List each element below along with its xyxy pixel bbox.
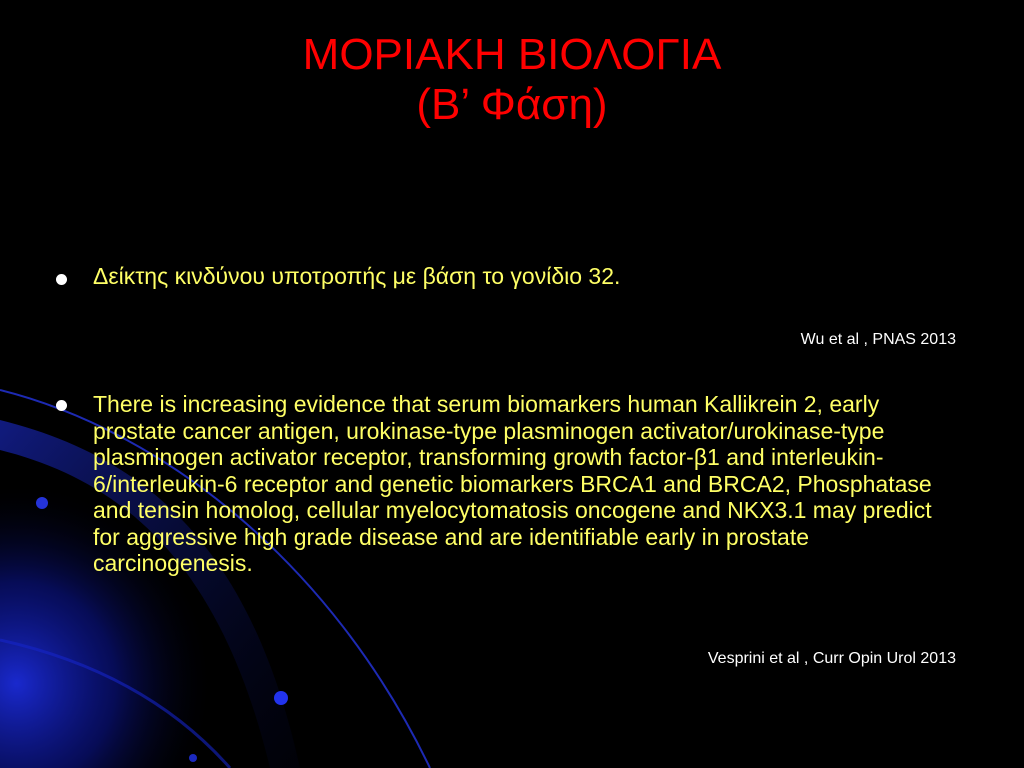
- bullet-item: [56, 263, 620, 290]
- citation: Vesprini et al , Curr Opin Urol 2013: [707, 650, 956, 667]
- blue-dot-decor: [189, 754, 197, 762]
- bullet-item: [56, 391, 956, 577]
- blue-dot-decor: [274, 691, 288, 705]
- citation: Wu et al , PNAS 2013: [800, 331, 956, 348]
- title-line-1: ΜΟΡΙΑΚΗ ΒΙΟΛΟΓΙΑ: [302, 30, 722, 79]
- bullet-text: There is increasing evidence that serum biomarkers human Kallikrein 2, early prostate cancer antigen, urokinase-type plasminogen activator/urokinase-type plasminogen activator receptor, transforming growth factor-β1 and interleukin-6/interleukin-6 receptor and genetic biomarkers BRCA1 and BRCA2, Phosphatase and tensin homolog, cellular myelocytomatosis oncogene and NKX3.1 may predict for aggressive high grade disease and are identifiable early in prostate carcinogenesis.: [93, 391, 932, 576]
- slide-title: [0, 30, 1024, 130]
- bullet-dot-icon: [56, 400, 67, 411]
- bullet-text: Δείκτης κινδύνου υποτροπής με βάση το γονίδιο 32.: [93, 263, 621, 289]
- title-line-2: (Β’ Φάση): [416, 80, 608, 129]
- blue-dot-decor: [36, 497, 48, 509]
- bullet-dot-icon: [56, 274, 67, 285]
